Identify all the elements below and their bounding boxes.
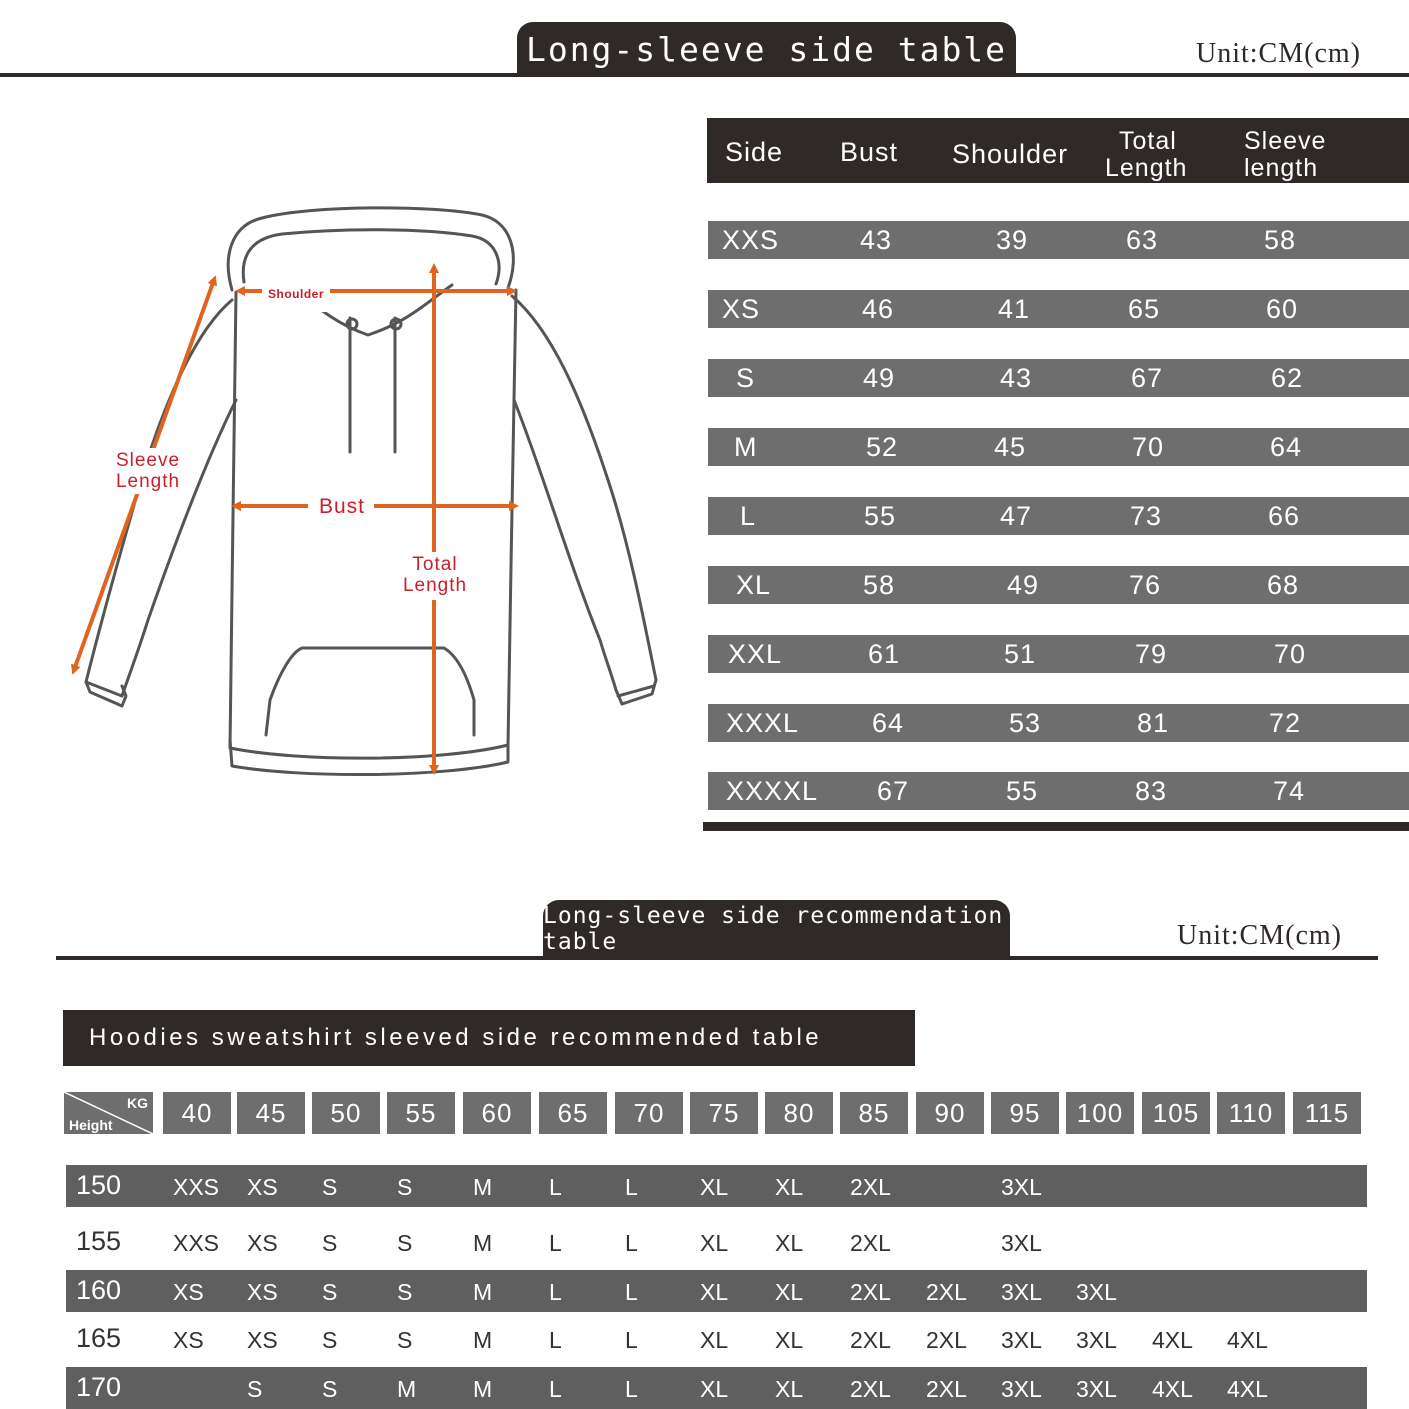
size-cell-side: XXL — [728, 639, 783, 669]
size-row — [708, 290, 1409, 328]
rec-size-cell: XL — [775, 1376, 804, 1402]
rec-size-cell: XXS — [173, 1230, 220, 1256]
weight-header-cell: 85 — [840, 1092, 908, 1134]
size-cell-sleeve: 72 — [1269, 708, 1302, 738]
hoodie-diagram — [40, 180, 680, 800]
rec-size-cell: XL — [775, 1230, 804, 1256]
size-cell-bust: 49 — [863, 363, 896, 393]
size-cell-side: L — [740, 501, 757, 531]
rec-table-row — [66, 1221, 1367, 1263]
size-cell-sleeve: 58 — [1264, 225, 1297, 255]
rec-size-cell: S — [397, 1174, 413, 1200]
header-sleeve-2: length — [1244, 154, 1319, 182]
rec-size-cell: XS — [247, 1279, 278, 1305]
rec-size-cell: 2XL — [850, 1279, 891, 1305]
rec-size-cell: L — [625, 1230, 638, 1256]
size-cell-shoulder: 49 — [1007, 570, 1040, 600]
size-row — [708, 635, 1409, 673]
rec-size-cell: L — [625, 1279, 638, 1305]
rec-size-cell: XS — [247, 1327, 278, 1353]
rec-size-cell: 3XL — [1076, 1279, 1117, 1305]
rec-size-cell: S — [247, 1376, 263, 1402]
rec-height-cell: 155 — [76, 1226, 122, 1256]
rec-size-cell: L — [625, 1174, 638, 1200]
rec-size-cell: S — [322, 1174, 338, 1200]
size-cell-shoulder: 55 — [1006, 776, 1039, 806]
size-cell-sleeve: 70 — [1274, 639, 1307, 669]
size-cell-bust: 67 — [877, 776, 910, 806]
size-row — [708, 359, 1409, 397]
weight-header-cell: 100 — [1066, 1092, 1134, 1134]
total-length-label — [394, 554, 476, 596]
rec-size-cell: 3XL — [1001, 1376, 1042, 1402]
size-cell-sleeve: 62 — [1271, 363, 1304, 393]
rec-size-cell: XL — [700, 1327, 729, 1353]
weight-header-cell: 115 — [1293, 1092, 1361, 1134]
corner-kg-label: KG — [127, 1095, 148, 1111]
rec-size-cell: XL — [775, 1174, 804, 1200]
rec-size-cell: M — [473, 1327, 493, 1353]
size-cell-bust: 46 — [862, 294, 895, 324]
size-cell-total: 67 — [1131, 363, 1164, 393]
header-shoulder: Shoulder — [952, 139, 1069, 169]
size-cell-total: 81 — [1137, 708, 1170, 738]
size-cell-total: 65 — [1128, 294, 1161, 324]
rec-height-cell: 170 — [76, 1372, 122, 1402]
size-cell-total: 70 — [1132, 432, 1165, 462]
rec-size-cell: XL — [700, 1230, 729, 1256]
rec-size-cell: XL — [775, 1279, 804, 1305]
size-cell-side: M — [734, 432, 758, 462]
rec-size-cell: 4XL — [1227, 1376, 1268, 1402]
size-row — [708, 704, 1409, 742]
shoulder-label: Shoulder — [267, 287, 324, 301]
rec-size-cell: XS — [247, 1174, 278, 1200]
rec-size-cell: XS — [247, 1230, 278, 1256]
size-cell-bust: 52 — [866, 432, 899, 462]
rec-size-cell: S — [322, 1327, 338, 1353]
bust-label: Bust — [318, 495, 366, 518]
rec-size-cell: S — [397, 1230, 413, 1256]
size-cell-total: 73 — [1130, 501, 1163, 531]
size-cell-sleeve: 60 — [1266, 294, 1299, 324]
rec-size-cell: M — [397, 1376, 417, 1402]
rec-size-cell: 4XL — [1152, 1327, 1193, 1353]
rec-size-cell: L — [549, 1230, 562, 1256]
rec-size-cell: 3XL — [1001, 1230, 1042, 1256]
total-label-line-2: Length — [402, 575, 468, 596]
rec-size-cell: 2XL — [850, 1230, 891, 1256]
size-cell-shoulder: 51 — [1004, 639, 1037, 669]
rec-size-cell: L — [549, 1376, 562, 1402]
rec-size-cell: S — [322, 1279, 338, 1305]
rec-size-cell: S — [322, 1376, 338, 1402]
weight-header-cell: 50 — [312, 1092, 380, 1134]
size-cell-bust: 55 — [864, 501, 897, 531]
rec-size-cell: 3XL — [1001, 1174, 1042, 1200]
rec-table-row — [66, 1270, 1367, 1312]
rec-size-cell: 2XL — [926, 1327, 967, 1353]
size-cell-shoulder: 43 — [1000, 363, 1033, 393]
weight-header-cell: 80 — [765, 1092, 833, 1134]
sleeve-length-label — [108, 450, 188, 492]
size-cell-total: 79 — [1135, 639, 1168, 669]
rec-size-cell: L — [549, 1174, 562, 1200]
size-cell-sleeve: 74 — [1273, 776, 1306, 806]
corner-height-label: Height — [69, 1117, 113, 1133]
size-cell-sleeve: 66 — [1268, 501, 1301, 531]
weight-header-cell: 45 — [237, 1092, 305, 1134]
size-cell-bust: 64 — [872, 708, 905, 738]
size-table-header — [707, 118, 1409, 183]
rec-size-cell: 3XL — [1076, 1376, 1117, 1402]
size-row — [708, 428, 1409, 466]
rec-height-cell: 160 — [76, 1275, 122, 1305]
size-row — [708, 772, 1409, 810]
header-sleeve-1: Sleeve — [1244, 127, 1327, 155]
weight-header-cell: 75 — [690, 1092, 758, 1134]
rec-size-cell: XL — [700, 1376, 729, 1402]
size-cell-sleeve: 68 — [1267, 570, 1300, 600]
header-side: Side — [725, 137, 784, 167]
size-cell-shoulder: 39 — [996, 225, 1029, 255]
weight-header-cell: 55 — [387, 1092, 455, 1134]
rec-section-title — [543, 900, 1010, 958]
size-cell-sleeve: 64 — [1270, 432, 1303, 462]
rec-size-cell: XS — [173, 1327, 204, 1353]
rec-size-cell: 2XL — [850, 1327, 891, 1353]
weight-header-cell: 95 — [991, 1092, 1059, 1134]
size-section-title-text: Long-sleeve side table — [525, 29, 1008, 69]
rec-size-cell: 2XL — [926, 1279, 967, 1305]
weight-header-cell: 60 — [463, 1092, 531, 1134]
rec-table-row — [66, 1367, 1367, 1409]
header-total-1: Total — [1119, 127, 1177, 155]
size-cell-side: XXXL — [726, 708, 800, 738]
rec-size-cell: L — [549, 1327, 562, 1353]
size-cell-total: 83 — [1135, 776, 1168, 806]
rec-size-cell: 3XL — [1001, 1327, 1042, 1353]
rec-size-cell: 2XL — [850, 1376, 891, 1402]
rec-size-cell: L — [549, 1279, 562, 1305]
rec-table-row — [66, 1165, 1367, 1207]
size-cell-bust: 58 — [863, 570, 896, 600]
rec-size-cell: S — [397, 1327, 413, 1353]
rec-size-cell: XL — [775, 1327, 804, 1353]
rec-size-cell: XS — [173, 1279, 204, 1305]
rec-size-cell: 2XL — [850, 1174, 891, 1200]
rec-height-cell: 165 — [76, 1323, 122, 1353]
size-cell-side: XXS — [722, 225, 780, 255]
rec-size-cell: M — [473, 1279, 493, 1305]
size-cell-side: XXXXL — [726, 776, 819, 806]
rec-table-title-text: Hoodies sweatshirt sleeved side recommended table — [89, 1024, 823, 1051]
weight-header-cell: 90 — [916, 1092, 984, 1134]
sleeve-label-line-2: Length — [115, 471, 181, 492]
rec-size-cell: L — [625, 1376, 638, 1402]
rec-size-cell: 2XL — [926, 1376, 967, 1402]
size-row — [708, 566, 1409, 604]
size-cell-side: S — [736, 363, 756, 393]
rec-size-cell: 4XL — [1227, 1327, 1268, 1353]
rec-size-cell: M — [473, 1230, 493, 1256]
rec-size-cell: 3XL — [1001, 1279, 1042, 1305]
sleeve-label-line-1: Sleeve — [115, 450, 181, 471]
weight-header-cell: 105 — [1142, 1092, 1210, 1134]
header-total-2: Length — [1105, 154, 1188, 182]
rec-size-cell: S — [322, 1230, 338, 1256]
rec-size-cell: XL — [700, 1279, 729, 1305]
size-row — [708, 497, 1409, 535]
size-cell-bust: 43 — [860, 225, 893, 255]
rec-table-title — [63, 1010, 915, 1066]
rec-height-cell: 150 — [76, 1170, 122, 1200]
kg-height-corner-cell — [64, 1092, 153, 1134]
size-cell-shoulder: 53 — [1009, 708, 1042, 738]
size-cell-shoulder: 47 — [1000, 501, 1033, 531]
size-cell-side: XS — [722, 294, 761, 324]
rec-size-cell: S — [397, 1279, 413, 1305]
size-cell-total: 63 — [1126, 225, 1159, 255]
size-cell-shoulder: 45 — [994, 432, 1027, 462]
rec-size-cell: 4XL — [1152, 1376, 1193, 1402]
weight-header-cell: 110 — [1217, 1092, 1285, 1134]
weight-header-cell: 65 — [539, 1092, 607, 1134]
total-label-line-1: Total — [412, 554, 458, 575]
rec-size-cell: L — [625, 1327, 638, 1353]
size-cell-bust: 61 — [868, 639, 901, 669]
header-bust: Bust — [840, 137, 899, 167]
weight-header-cell: 70 — [615, 1092, 683, 1134]
rec-size-cell: XL — [700, 1174, 729, 1200]
weight-header-cell: 40 — [163, 1092, 231, 1134]
size-table-bottom-rule — [703, 822, 1409, 831]
rec-size-cell: 3XL — [1076, 1327, 1117, 1353]
rec-size-cell: XXS — [173, 1174, 220, 1200]
size-cell-side: XL — [736, 570, 772, 600]
rec-size-cell: M — [473, 1376, 493, 1402]
size-row — [708, 221, 1409, 259]
size-section-unit: Unit:CM(cm) — [1196, 38, 1361, 69]
size-cell-shoulder: 41 — [998, 294, 1031, 324]
rec-size-cell: M — [473, 1174, 493, 1200]
rec-section-title-text: Long-sleeve side recommendation table — [543, 903, 1004, 955]
size-cell-total: 76 — [1129, 570, 1162, 600]
rec-section-unit: Unit:CM(cm) — [1177, 920, 1342, 951]
size-section-title — [517, 22, 1016, 76]
rec-table-row — [66, 1318, 1367, 1360]
